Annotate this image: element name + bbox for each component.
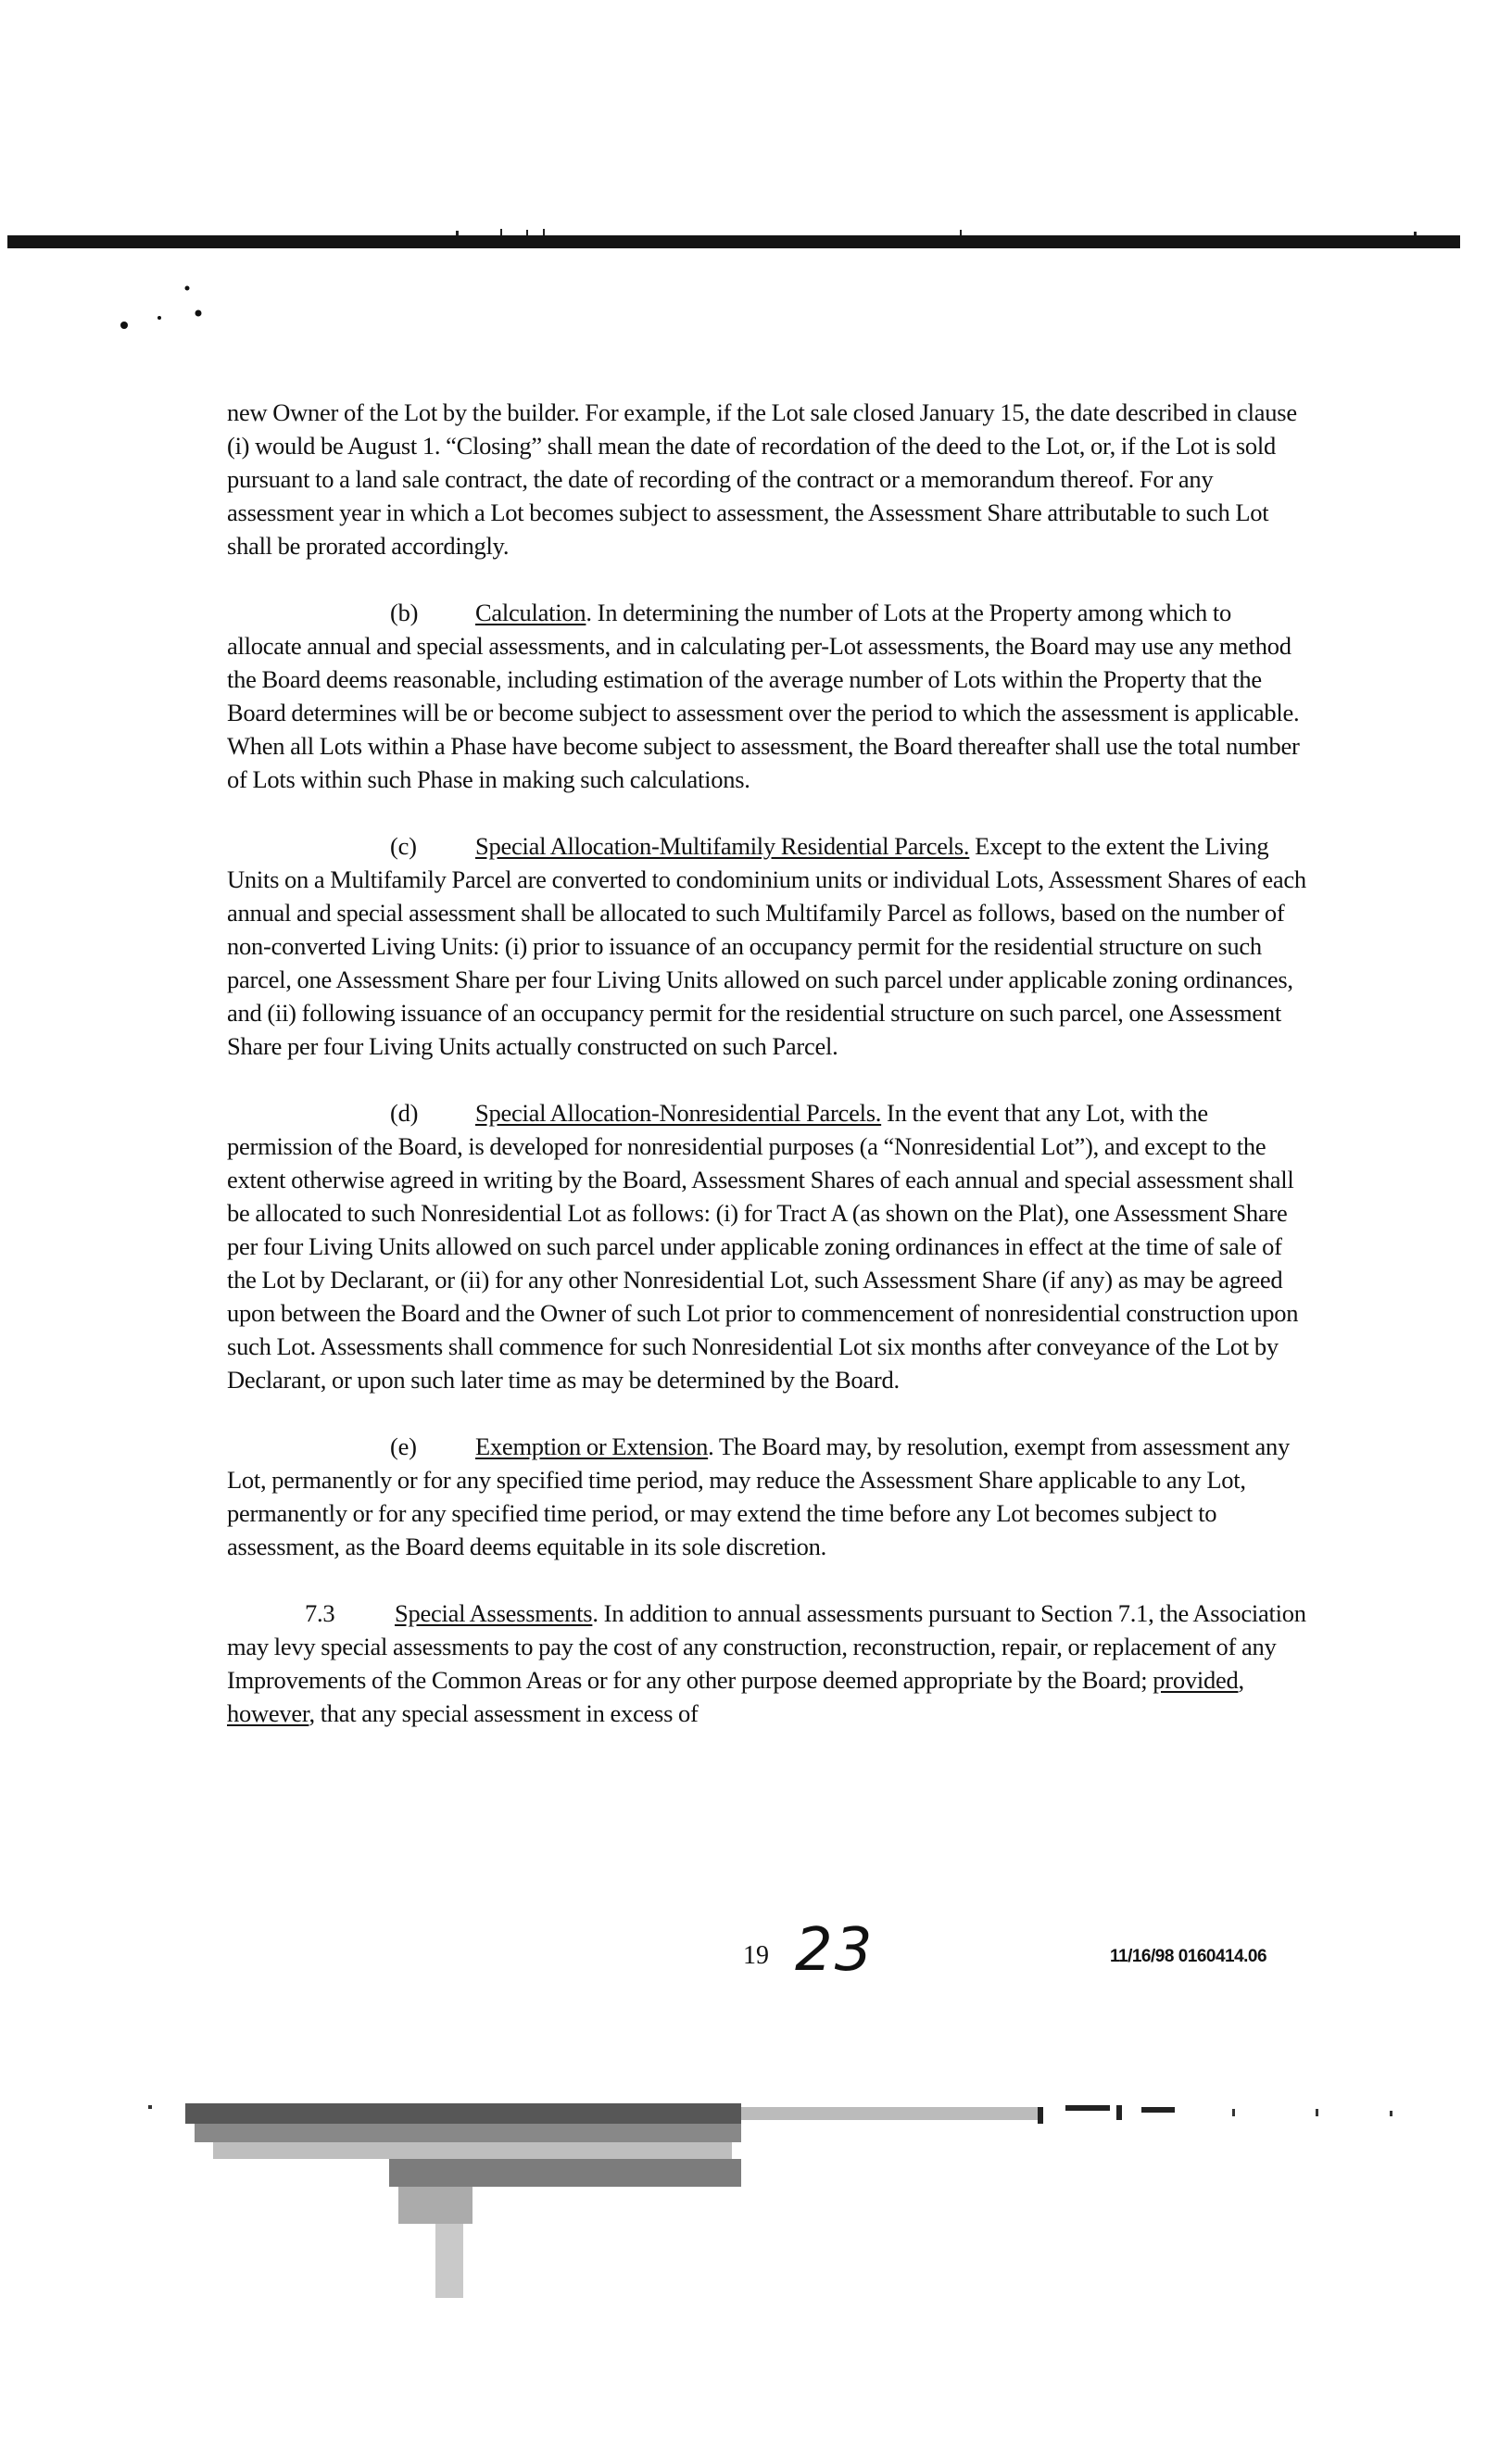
- subsection-d-text: In the event that any Lot, with the permission of the Board, is developed for nonresidential purposes (a “Nonresidential Lot”), and except to the extent otherwise agreed in writing by the Board, Assessment Shares of each annual and special assessment shall be allocated to such Nonresidential Lot as follows: (i) for Tract A (as shown on the Plat), one Assessment Share per four Living Units allowed on such parcel under applicable zoning ordinances in effect at the time of sale of the Lot by Declarant, or (ii) for any other Nonresidential Lot, such Assessment Share (if any) as may be agreed upon between the Board and the Owner of such Lot prior to commencement of nonresidential construction upon such Lot. Assessments shall commence for such Nonresidential Lot six months after conveyance of the Lot by Declarant, or upon such later time as may be determined by the Board.: [227, 1099, 1299, 1394]
- section-7-3-text-a: . In addition to annual assessments pursuant to Section 7.1, the Association may levy special assessments to pay the cost of any construction, reconstruction, repair, or replacement of any Improvements of the Common Areas or for any other purpose deemed appropriate by the Board;: [227, 1599, 1306, 1694]
- section-7-3-however: however: [227, 1699, 309, 1727]
- subsection-c: [227, 829, 1306, 1063]
- document-body: [227, 396, 1306, 1763]
- section-7-3-comma: ,: [1238, 1666, 1244, 1694]
- section-7-3-provided: provided: [1153, 1666, 1239, 1694]
- page-number: 19: [743, 1941, 769, 1970]
- subsection-b: [227, 596, 1306, 796]
- handwritten-page-number: 23: [795, 1916, 875, 1985]
- subsection-b-marker: (b): [390, 599, 419, 626]
- intro-text: new Owner of the Lot by the builder. For example, if the Lot sale closed January 15, the date described in clause (i) would be August 1. “Closing” shall mean the date of recordation of the deed to the Lot, or, if the Lot is sold pursuant to a land sale contract, the date of recording of the contract or a memorandum thereof. For any assessment year in which a Lot becomes subject to assessment, the Assessment Share attributable to such Lot shall be prorated accordingly.: [227, 398, 1297, 560]
- document-id: 11/16/98 0160414.06: [1110, 1947, 1267, 1966]
- scan-artifact-dots: [119, 285, 220, 341]
- section-7-3-number: 7.3: [305, 1599, 335, 1627]
- subsection-e-text: . The Board may, by resolution, exempt from assessment any Lot, permanently or for any specified time period, may reduce the Assessment Share applicable to any Lot, permanently or for any specified time period, or may extend the time before any Lot becomes subject to assessment, as the Board deems equitable in its sole discretion.: [227, 1432, 1291, 1560]
- scan-artifact-ticks: [445, 225, 1464, 234]
- subsection-d: [227, 1096, 1306, 1396]
- intro-paragraph: [227, 396, 1306, 562]
- subsection-c-marker: (c): [390, 832, 417, 860]
- subsection-d-marker: (d): [390, 1099, 419, 1127]
- subsection-c-heading: Special Allocation-Multifamily Residential Parcels.: [475, 832, 970, 860]
- subsection-e-marker: (e): [390, 1432, 417, 1460]
- subsection-d-heading: Special Allocation-Nonresidential Parcels.: [475, 1099, 882, 1127]
- subsection-e: [227, 1430, 1306, 1563]
- subsection-e-heading: Exemption or Extension: [475, 1432, 709, 1460]
- subsection-b-text: . In determining the number of Lots at the Property among which to allocate annual and special assessments, and in calculating per-Lot assessments, the Board may use any method the Board deems reasonable, including estimation of the average number of Lots within the Property that the Board determines will be or become subject to assessment over the period to which the assessment is applicable. When all Lots within a Phase have become subject to assessment, the Board thereafter shall use the total number of Lots within such Phase in making such calculations.: [227, 599, 1300, 793]
- scan-noise-footer: [0, 2103, 1512, 2316]
- section-7-3: [227, 1596, 1306, 1730]
- section-7-3-text-b: , that any special assessment in excess of: [309, 1699, 699, 1727]
- top-scan-rule: [7, 235, 1460, 248]
- subsection-b-heading: Calculation: [475, 599, 586, 626]
- subsection-c-text: Except to the extent the Living Units on a Multifamily Parcel are converted to condominium units or individual Lots, Assessment Shares of each annual and special assessment shall be allocated to such Multifamily Parcel as follows, based on the number of non-converted Living Units: (i) prior to issuance of an occupancy permit for the residential structure on such parcel, one Assessment Share per four Living Units allowed on such parcel under applicable zoning ordinances, and (ii) following issuance of an occupancy permit for the residential structure on such parcel, one Assessment Share per four Living Units actually constructed on such Parcel.: [227, 832, 1306, 1060]
- section-7-3-heading: Special Assessments: [395, 1599, 593, 1627]
